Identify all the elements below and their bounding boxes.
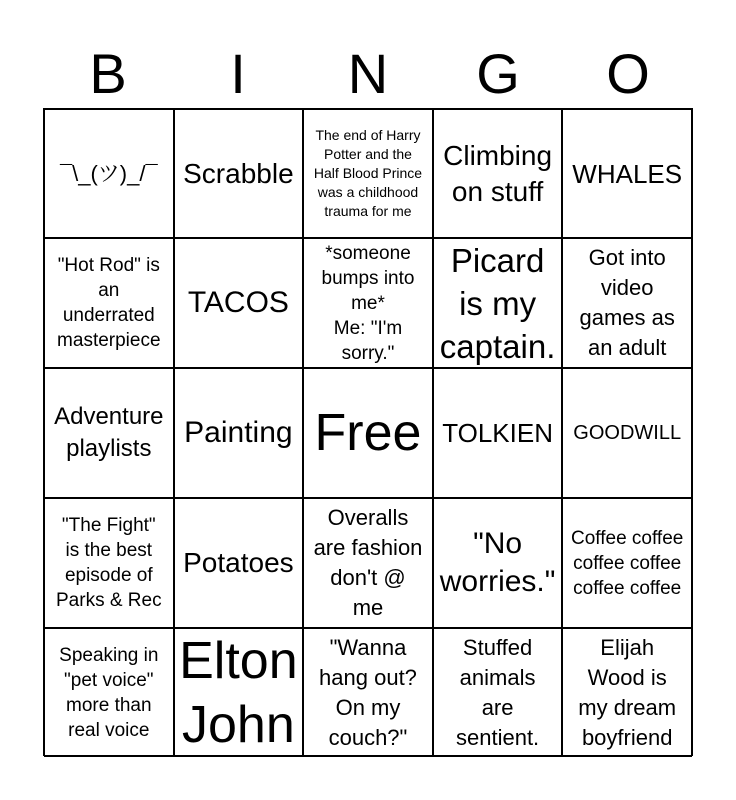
bingo-cell-free[interactable] xyxy=(303,368,433,498)
cell-text: TOLKIEN xyxy=(442,418,553,448)
header-letter-g: G xyxy=(476,42,520,105)
bingo-cell-r3c2[interactable] xyxy=(174,368,304,498)
bingo-cell-r4c3[interactable] xyxy=(303,498,433,628)
bingo-cell-r4c4[interactable] xyxy=(433,498,563,628)
header-letter-n: N xyxy=(347,42,389,105)
header-letter-b: B xyxy=(89,42,127,105)
bingo-cell-r2c1[interactable] xyxy=(44,238,174,368)
cell-text: GOODWILL xyxy=(573,421,682,444)
bingo-cell-r4c5[interactable] xyxy=(562,498,692,628)
bingo-cell-r1c1[interactable] xyxy=(44,109,174,238)
header-letter-i: I xyxy=(230,42,246,105)
bingo-cell-r2c3[interactable] xyxy=(303,238,433,368)
bingo-cell-r3c5[interactable] xyxy=(562,368,692,498)
bingo-cell-r1c2[interactable] xyxy=(174,109,304,238)
bingo-cell-r4c1[interactable] xyxy=(44,498,174,628)
cell-text: Speaking in "pet voice" more than real voice xyxy=(59,644,159,741)
bingo-cell-r5c1[interactable] xyxy=(44,628,174,757)
bingo-cell-r1c5[interactable] xyxy=(562,109,692,238)
cell-text: "Wanna hang out? On my couch?" xyxy=(319,634,417,750)
bingo-cell-r5c2[interactable] xyxy=(174,628,304,757)
bingo-board xyxy=(43,108,693,756)
cell-text: Adventure playlists xyxy=(54,403,164,462)
bingo-cell-r2c4[interactable] xyxy=(433,238,563,368)
bingo-cell-r2c5[interactable] xyxy=(562,238,692,368)
bingo-cell-r3c1[interactable] xyxy=(44,368,174,498)
free-space-text: Free xyxy=(314,404,422,462)
cell-text: Picard is my captain. xyxy=(439,241,556,365)
cell-text: Stuffed animals are sentient. xyxy=(456,634,540,750)
bingo-cell-r2c2[interactable] xyxy=(174,238,304,368)
bingo-cell-r3c4[interactable] xyxy=(433,368,563,498)
bingo-cell-r5c3[interactable] xyxy=(303,628,433,757)
cell-text: Painting xyxy=(184,416,293,449)
cell-text: Coffee coffee coffee coffee coffee coffee xyxy=(571,527,684,599)
bingo-cell-r1c4[interactable] xyxy=(433,109,563,238)
cell-text: ¯\_(ツ)_/¯ xyxy=(59,160,158,186)
cell-text: Elijah Wood is my dream boyfriend xyxy=(578,634,677,750)
cell-text: WHALES xyxy=(572,158,683,189)
cell-text: "The Fight" is the best episode of Parks & Rec xyxy=(56,515,162,611)
cell-text: Scrabble xyxy=(183,157,294,189)
cell-text: "Hot Rod" is an underrated masterpiece xyxy=(57,255,161,351)
cell-text: *someone bumps into me* Me: "I'm sorry." xyxy=(321,242,415,364)
cell-text: Got into video games as an adult xyxy=(579,245,675,360)
bingo-cell-r5c5[interactable] xyxy=(562,628,692,757)
cell-text: Overalls are fashion don't @ me xyxy=(313,505,423,620)
cell-text: Climbing on stuff xyxy=(443,139,553,207)
bingo-cell-r1c3[interactable] xyxy=(303,109,433,238)
header-letter-o: O xyxy=(606,42,650,105)
cell-text: Elton John xyxy=(179,631,298,754)
bingo-cell-r4c2[interactable] xyxy=(174,498,304,628)
cell-text: "No worries." xyxy=(439,527,556,598)
bingo-cell-r5c4[interactable] xyxy=(433,628,563,757)
cell-text: The end of Harry Potter and the Half Blood Prince was a childhood trauma for me xyxy=(313,127,423,219)
bingo-header xyxy=(43,40,693,108)
cell-text: TACOS xyxy=(187,286,289,319)
cell-text: Potatoes xyxy=(183,547,294,578)
